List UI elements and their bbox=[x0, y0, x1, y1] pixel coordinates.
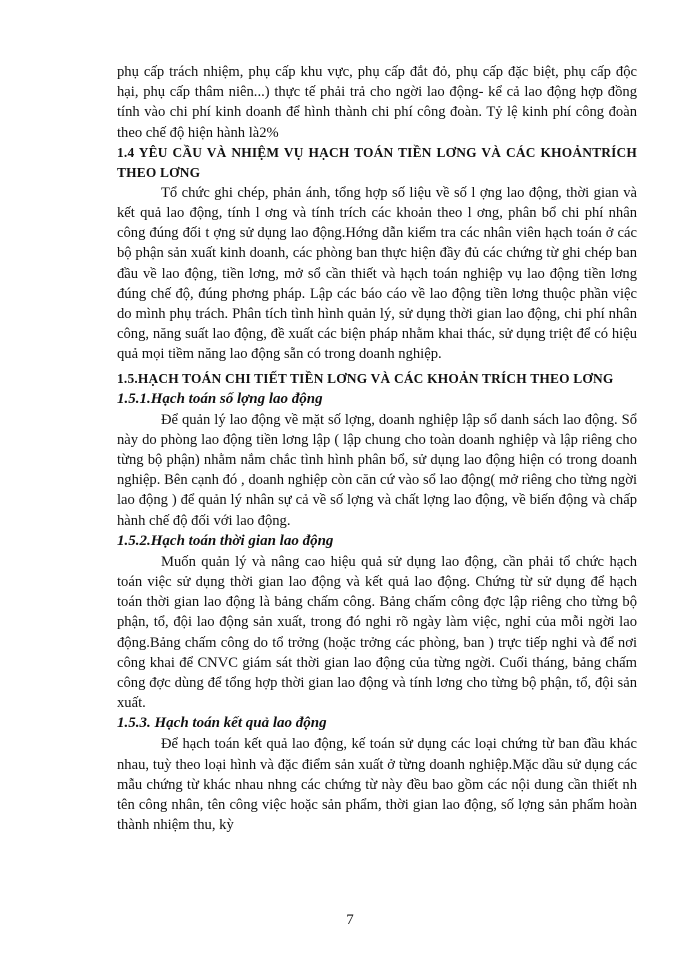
paragraph-allowances: phụ cấp trách nhiệm, phụ cấp khu vực, phụ cấp đắt đỏ, phụ cấp đặc biệt, phụ cấp độc hại, phụ cấp thâm niên...) thực tế phải trả cho ngời lao động- kể cả lao động hợp đồng tính vào chi phí kinh doanh để hình thành chi phí công đoàn. Tỷ lệ kinh phí công đoàn theo chế độ hiện hành là2% bbox=[117, 64, 637, 141]
document-body bbox=[117, 62, 637, 836]
heading-1-5-1: 1.5.1.Hạch toán số lợng lao động bbox=[117, 390, 323, 407]
heading-1-5-2: 1.5.2.Hạch toán thời gian lao động bbox=[117, 532, 334, 549]
heading-1-5: 1.5.HẠCH TOÁN CHI TIẾT TIỀN LƠNG VÀ CÁC KHOẢN TRÍCH THEO LƠNG bbox=[117, 370, 614, 386]
paragraph-labor-results: Để hạch toán kết quả lao động, kế toán sử dụng các loại chứng từ ban đầu khác nhau, tuỳ theo loại hình và đặc điểm sản xuất ở từng doanh nghiệp.Mặc dầu sử dụng các mẫu chứng từ khác nhau nhng các chứng từ này đều bao gồm các nội dung cần thiết nh tên công nhân, tên công việc hoặc sản phẩm, thời gian lao động, số lợng sản phẩm hoàn thành nhiệm thu, kỳ bbox=[117, 736, 637, 834]
paragraph-requirements: Tổ chức ghi chép, phản ánh, tổng hợp số liệu về số l ợng lao động, thời gian và kết quả lao động, tính l ơng và tính trích các khoản theo l ơng, phân bổ chi phí nhân công đúng đối t ợng sử dụng lao động.Hớng dẫn kiểm tra các nhân viên hạch toán ở các bộ phận sản xuất kinh doanh, các phòng ban thực hiện đầy đủ các chứng từ ghi chép ban đầu về lao động, tiền lơng, mở sổ cần thiết và hạch toán nghiệp vụ lao động tiền lơng đúng chế độ, đúng phơng pháp. Lập các báo cáo về lao động tiền lơng thuộc phần việc do mình phụ trách. Phân tích tình hình quản lý, sử dụng thời gian lao động, chi phí nhân công, năng suất lao động, đề xuất các biện pháp nhằm khai thác, sử dụng triệt để có hiệu quả mọi tiềm năng lao động sẵn có trong doanh nghiệp. bbox=[117, 184, 637, 363]
page-number: 7 bbox=[346, 912, 354, 928]
heading-1-5-3: 1.5.3. Hạch toán kết quả lao động bbox=[117, 715, 327, 732]
heading-1-4: 1.4 YÊU CẦU VÀ NHIỆM VỤ HẠCH TOÁN TIỀN LƠNG VÀ CÁC KHOẢNTRÍCH THEO LƠNG bbox=[117, 144, 637, 180]
paragraph-labor-time: Muốn quản lý và nâng cao hiệu quả sử dụng lao động, cần phải tổ chức hạch toán việc sử dụng thời gian lao động và kết quả lao động. Chứng từ sử dụng để hạch toán thời gian lao động là bảng chấm công. Bảng chấm công đợc lập riêng cho từng bộ phận, tổ, đội lao động sản xuất, trong đó nghi rõ ngày làm việc, nghỉ của mỗi ngời lao động.Bảng chấm công do tổ trởng (hoặc trởng các phòng, ban ) trực tiếp nghi và để nơi công khai để CNVC giám sát thời gian lao động của từng ngời. Cuối tháng, bảng chấm công đợc dùng để tổng hợp thời gian lao động và tính lơng cho từng bộ phận, tổ, đội sản xuất. bbox=[117, 553, 637, 712]
paragraph-labor-quantity: Để quản lý lao động về mặt số lợng, doanh nghiệp lập sổ danh sách lao động. Sổ này do phòng lao động tiền lơng lập ( lập chung cho toàn doanh nghiệp và lập riêng cho từng bộ phận) nhằm nắm chắc tình hình phân bổ, sử dụng lao động hiện có trong doanh nghiệp. Bên cạnh đó , doanh nghiệp còn căn cứ vào sổ lao động( mở riêng cho từng ngời lao động ) để quản lý nhân sự cả về số lợng và chất lợng lao động, về biến động và chấp hành chế độ đối với lao động. bbox=[117, 411, 637, 529]
